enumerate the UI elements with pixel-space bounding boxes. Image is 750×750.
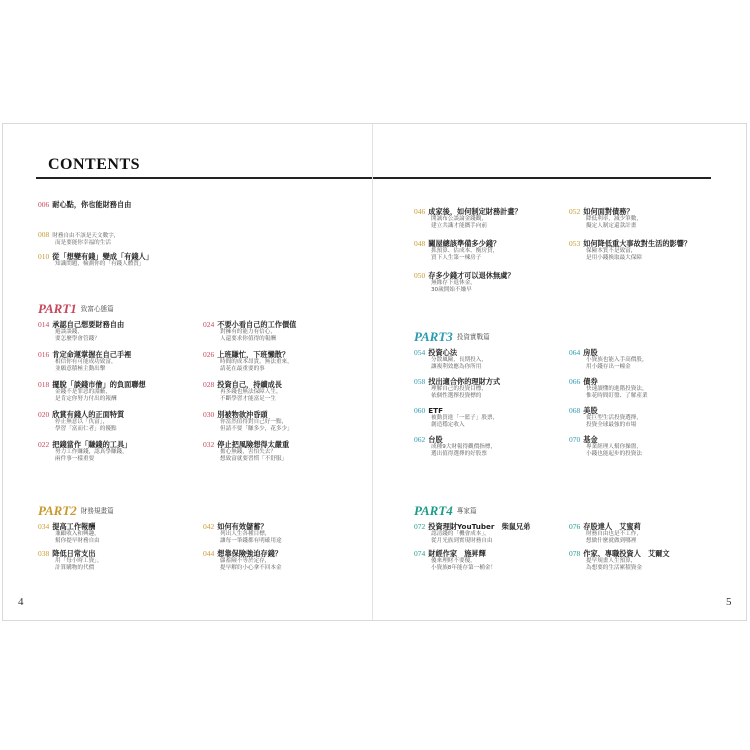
page-ref: 050 [414,271,426,280]
entry-subtitle: 是肯定你努力付出的報酬 [55,396,117,403]
entry-subtitle: 幫你提早財務自由 [55,538,100,545]
page-ref: 060 [414,406,426,415]
toc-entry[interactable] [38,230,208,248]
entry-title: 提高工作報酬 [52,522,96,531]
page-ref: 042 [203,522,215,531]
page-ref: 048 [414,239,426,248]
page-number-left: 4 [18,596,24,608]
page-ref: 028 [203,380,215,389]
page-ref: 006 [38,200,50,209]
entry-subtitle: 財務自由也是不工作， [586,531,642,537]
page-ref: 066 [569,377,581,386]
entry-title: 成家後，如何制定財務計畫？ [428,207,522,216]
entry-title: 把錢當作「賺錢的工具」 [52,440,132,449]
entry-subtitle: 惟花時間盯盤、了解產業 [586,393,648,400]
entry-subtitle: 你當然值得對自己好一點， [220,419,288,425]
page-ref: 068 [569,406,581,415]
entry-subtitle: 兼顧收入和興趣， [55,531,100,537]
entry-title: 投資自己，持續成長 [217,380,282,389]
entry-title: 關屋總該準備多少錢？ [428,239,501,248]
entry-title: 別被物欲沖昏頭 [217,410,268,419]
entry-subtitle: 擔心無錢，害怕失去？ [220,449,276,455]
entry-title: 基金 [583,435,598,444]
entry-subtitle: 抓預算、估成本、衡房貸， [431,248,499,254]
page-ref: 026 [203,350,215,359]
page-ref: 032 [203,440,215,449]
contents-title: CONTENTS [48,156,141,173]
entry-subtitle: 建立共識才能攜手向前 [431,223,487,230]
toc-entry[interactable] [203,410,373,434]
page-ref: 030 [203,410,215,419]
entry-title: 如何降低重大事故對生活的影響？ [583,239,692,248]
entry-subtitle: 對擁有的能力有信心， [220,329,276,335]
part-heading [414,500,477,519]
entry-title: 存股達人 艾蜜莉 [583,522,641,531]
entry-title: 停止把風險想得太嚴重 [217,440,290,449]
toc-entry[interactable] [203,522,373,546]
page-ref: 024 [203,320,215,329]
entry-subtitle: 小資族8年能存第一桶金！ [431,565,497,572]
entry-subtitle: 被動買進「一籃子」股票， [431,415,499,421]
entry-subtitle: 讓每一筆錢都有明確用途 [220,538,282,545]
toc-entry[interactable] [414,271,584,295]
entry-subtitle: 想致富就要習慣「不舒服」 [220,456,288,463]
toc-entry[interactable] [38,522,208,546]
page-ref: 062 [414,435,426,444]
page-ref: 044 [203,549,215,558]
toc-entry[interactable] [414,549,584,573]
entry-subtitle: 不斷學習才能富足一生 [220,396,276,403]
entry-title: 財經作家 施昇輝 [428,549,486,558]
title-rule [36,177,372,179]
page-ref: 074 [414,549,426,558]
toc-entry[interactable] [569,207,739,231]
entry-subtitle: 保險本質不是致富， [586,248,637,254]
page-ref: 052 [569,207,581,216]
entry-subtitle: 無緣存下退休金， [431,280,476,286]
title-rule-right [373,177,711,179]
part-name: 專家篇 [456,507,477,515]
entry-subtitle: 小錢也能起步的投資法 [586,451,642,458]
toc-entry[interactable] [414,348,584,372]
toc-entry[interactable] [38,252,208,268]
entry-subtitle: 而是要能你幸福的生活 [55,240,111,247]
page-ref: 054 [414,348,426,357]
toc-entry[interactable] [203,320,373,344]
toc-entry[interactable] [38,440,208,464]
entry-subtitle: 專業經理人幫你操盤， [586,444,642,450]
page-ref: 058 [414,377,426,386]
entry-subtitle: 理解自己的投資目標， [431,386,487,392]
entry-title: 承認自己想要財務自由 [52,320,125,329]
entry-subtitle: 避談談錢， [55,329,83,335]
entry-subtitle: 擬定人制定還款計畫 [586,223,637,230]
page-ref: 020 [38,410,50,419]
entry-subtitle: 降低利率，減少筆數， [586,216,642,222]
entry-title: 找出適合你的理財方式 [428,377,501,386]
entry-subtitle: 從巨型生活投資選擇， [586,415,642,421]
toc-entry[interactable] [414,435,584,459]
entry-subtitle: 依個性選擇投資標的 [431,393,482,400]
entry-title: 想靠保險強迫存錢？ [217,549,282,558]
entry-subtitle: 兩件事一樣重要 [55,456,95,463]
entry-subtitle: 提早解約小心拿不回本金 [220,565,282,572]
entry-title: 作家、專職投資人 艾爾文 [583,549,670,558]
toc-entry[interactable] [569,239,739,263]
entry-subtitle: 從月光族到實現財務自由 [431,538,493,545]
part-label: PART4 [414,503,453,518]
entry-subtitle: 快速讀懂的進階投資法， [586,386,648,392]
page-ref: 018 [38,380,50,389]
toc-entry[interactable] [569,522,739,546]
page-ref: 072 [414,522,426,531]
entry-subtitle: 停止無意以「仇富」， [55,419,109,425]
entry-title: 從「想變有錢」變成「有錢人」 [52,252,153,261]
toc-entry[interactable] [38,350,208,374]
toc-entry[interactable] [414,522,584,546]
toc-entry[interactable] [569,435,739,459]
entry-subtitle: 計算購物的代價 [55,565,95,572]
entry-subtitle: 創造穩定收入 [431,422,465,429]
toc-entry[interactable] [569,348,739,372]
toc-entry[interactable] [203,380,373,404]
entry-title: 肯定命運掌握在自己手裡 [52,350,132,359]
entry-subtitle: 讓複利效應為你所用 [431,364,482,371]
entry-subtitle: 知識問題，檢測你的「有錢人體質」 [55,261,145,267]
entry-title: 債券 [583,377,598,386]
entry-subtitle: 選出值得選擇的好股票 [431,451,487,458]
toc-entry[interactable] [414,406,584,430]
entry-title: 不要小看自己的工作價值 [217,320,297,329]
toc-entry[interactable] [569,549,739,573]
page-ref: 010 [38,252,50,261]
entry-title: ETF [428,406,443,415]
entry-subtitle: 認清錢的「機會成本」， [431,531,490,537]
part-heading [38,500,114,519]
entry-title: 如何面對債務？ [583,207,634,216]
toc-entry[interactable] [414,239,584,263]
part-label: PART2 [38,503,77,518]
part-name: 投資實戰篇 [456,333,490,341]
toc-entry[interactable] [414,207,584,231]
entry-title: 上班賺忙，下班懶散？ [217,350,290,359]
toc-entry[interactable] [569,377,739,401]
entry-subtitle: 成種9大財報得觀價指標， [431,444,497,450]
entry-title: 欣賞有錢人的正面特質 [52,410,125,419]
entry-title: 耐心點，你也能財務自由 [52,200,132,209]
entry-subtitle: 財務自由不該是天文數字， [52,233,120,239]
part-name: 致富心態篇 [80,305,114,313]
entry-subtitle: 是用小錢換取最大保障 [586,255,642,262]
entry-subtitle: 想做什麼就做到哪裡 [586,538,637,545]
page-ref: 064 [569,348,581,357]
page-ref: 014 [38,320,50,329]
page-ref: 034 [38,522,50,531]
entry-title: 如何有效儲蓄？ [217,522,268,531]
entry-subtitle: 為想要的生活累積資金 [586,565,642,572]
entry-title: 美股 [583,406,598,415]
toc-entry[interactable] [414,377,584,401]
page-ref: 078 [569,549,581,558]
part-heading [414,326,490,345]
entry-subtitle: 努力工作賺錢，認真學賺錢， [55,449,128,455]
page-ref: 038 [38,549,50,558]
entry-subtitle: 時間的成本昂貴，無法重來， [220,359,293,365]
entry-subtitle: 並願意積極主動出擊 [55,366,106,373]
page-ref: 070 [569,435,581,444]
toc-entry[interactable] [38,200,208,209]
entry-title: 降低日常支出 [52,549,96,558]
entry-title: 投資心法 [428,348,458,357]
entry-subtitle: 要怎麼學會管錢？ [55,336,100,343]
entry-subtitle: 但請不要「賺多少，花多少」 [220,426,293,433]
entry-subtitle: 儲蓄險不等於定存， [220,558,271,564]
entry-subtitle: 用「每小時工資」， [55,558,103,564]
entry-subtitle: 再多錢也無法保障人生， [220,389,282,395]
page-ref: 008 [38,230,50,239]
entry-subtitle: 列出人生各種目標， [220,531,271,537]
page-ref: 076 [569,522,581,531]
part-heading [38,298,114,317]
entry-subtitle: 相信你有可能成功致富， [55,359,117,365]
entry-subtitle: 30歲開始不嫌早 [431,287,472,294]
entry-subtitle: 請花在最重要的事 [220,366,265,373]
entry-subtitle: 學習「富而仁者」的優點 [55,426,117,433]
entry-title: 擺脫「談錢市儈」的負面聯想 [52,380,146,389]
entry-subtitle: 分散風險，長期投入， [431,357,487,363]
page-ref: 016 [38,350,50,359]
entry-title: 房股 [583,348,598,357]
toc-entry[interactable] [38,549,208,573]
entry-subtitle: 人還要求你值得的報酬 [220,336,276,343]
entry-subtitle: 開誠布公談論金錢觀， [431,216,487,222]
part-name: 財務規畫篇 [80,507,114,515]
entry-subtitle: 金錢不是罪惡的淵藪， [55,389,111,395]
page-ref: 053 [569,239,581,248]
entry-subtitle: 提早規畫人生預算， [586,558,637,564]
entry-title: 台股 [428,435,443,444]
toc-entry[interactable] [38,410,208,434]
toc-entry[interactable] [38,380,208,404]
entry-subtitle: 小資族也能入手高價股， [586,357,648,363]
toc-entry[interactable] [203,440,373,464]
entry-subtitle: 傻來理財不要傻， [431,558,476,564]
toc-entry[interactable] [38,320,208,344]
part-label: PART3 [414,329,453,344]
entry-title: 存多少錢才可以退休無虞？ [428,271,515,280]
toc-entry[interactable] [203,350,373,374]
page-ref: 046 [414,207,426,216]
entry-subtitle: 買下人生第一棟房子 [431,255,482,262]
page-ref: 022 [38,440,50,449]
toc-entry[interactable] [569,406,739,430]
page-number-right: 5 [726,596,732,608]
entry-title: 投資理財YouTuber 柴鼠兄弟 [428,522,531,531]
entry-subtitle: 用小錢存出一幢金 [586,364,631,371]
toc-entry[interactable] [203,549,373,573]
part-label: PART1 [38,301,77,316]
entry-subtitle: 投資全球最強的市場 [586,422,637,429]
